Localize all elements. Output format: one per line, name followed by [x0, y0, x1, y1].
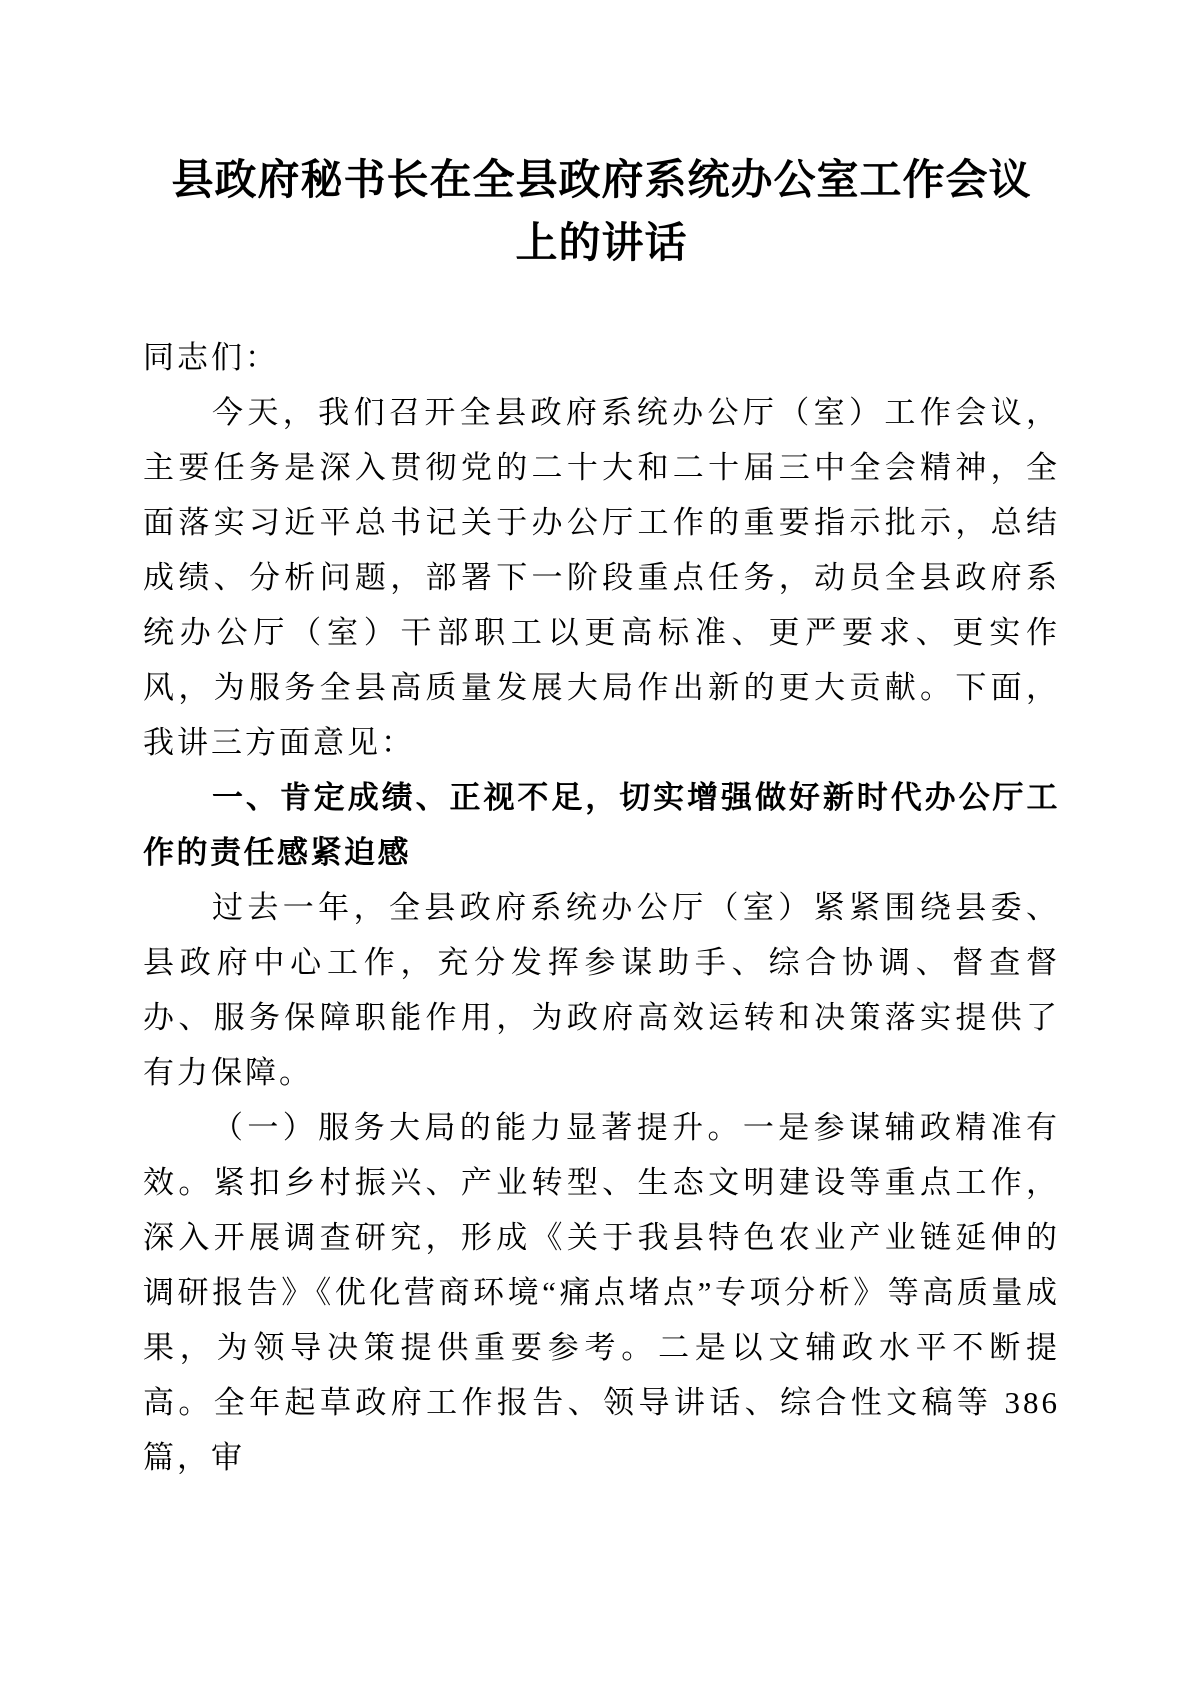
- section-heading: [143, 770, 1060, 880]
- text-run: （一）服务大局的能力显著提升。: [212, 1110, 743, 1145]
- salutation: [143, 330, 1060, 385]
- text-run: 一是参谋辅政精准有效。: [143, 1110, 1061, 1200]
- document-title-line-2: 上的讲话: [515, 221, 688, 267]
- document-title-line-1: 县政府秘书长在全县政府系统办公室工作会议: [171, 158, 1032, 204]
- paragraph: [143, 1100, 1060, 1485]
- text-run: 过去一年，全县政府系统办公厅（室）紧紧围绕县委、县政府中心工作，充分发挥参谋助手、综合协调、督查督办、服务保障职能作用，为政府高效运转和决策落实提供了有力保障。: [143, 890, 1060, 1090]
- paragraph: [143, 880, 1060, 1100]
- text-run: 一、肯定成绩、正视不足，切实增强做好新时代办公厅工作的责任感紧迫感: [143, 780, 1060, 870]
- text-run: 二是以文辅政水平不断提高。: [143, 1330, 1061, 1420]
- text-run: 全年起草政府工作报告、领导讲话、综合性文稿等 386 篇，审: [143, 1385, 1060, 1475]
- text-run: 紧扣乡村振兴、产业转型、生态文明建设等重点工作，深入开展调查研究，形成《关于我县特色农业产业链延伸的调研报告》《优化营商环境“痛点堵点”专项分析》等高质量成果，为领导决策提供重要参考。: [143, 1165, 1060, 1365]
- text-run: 今天，我们召开全县政府系统办公厅（室）工作会议，主要任务是深入贯彻党的二十大和二十届三中全会精神，全面落实习近平总书记关于办公厅工作的重要指示批示，总结成绩、分析问题，部署下一阶段重点任务，动员全县政府系统办公厅（室）干部职工以更高标准、更严要求、更实作风，为服务全县高质量发展大局作出新的更大贡献。下面，我讲三方面意见：: [143, 395, 1060, 760]
- document-title: [143, 150, 1060, 276]
- paragraph: [143, 385, 1060, 770]
- document-body: [143, 330, 1060, 1485]
- text-run: 同志们：: [143, 340, 279, 375]
